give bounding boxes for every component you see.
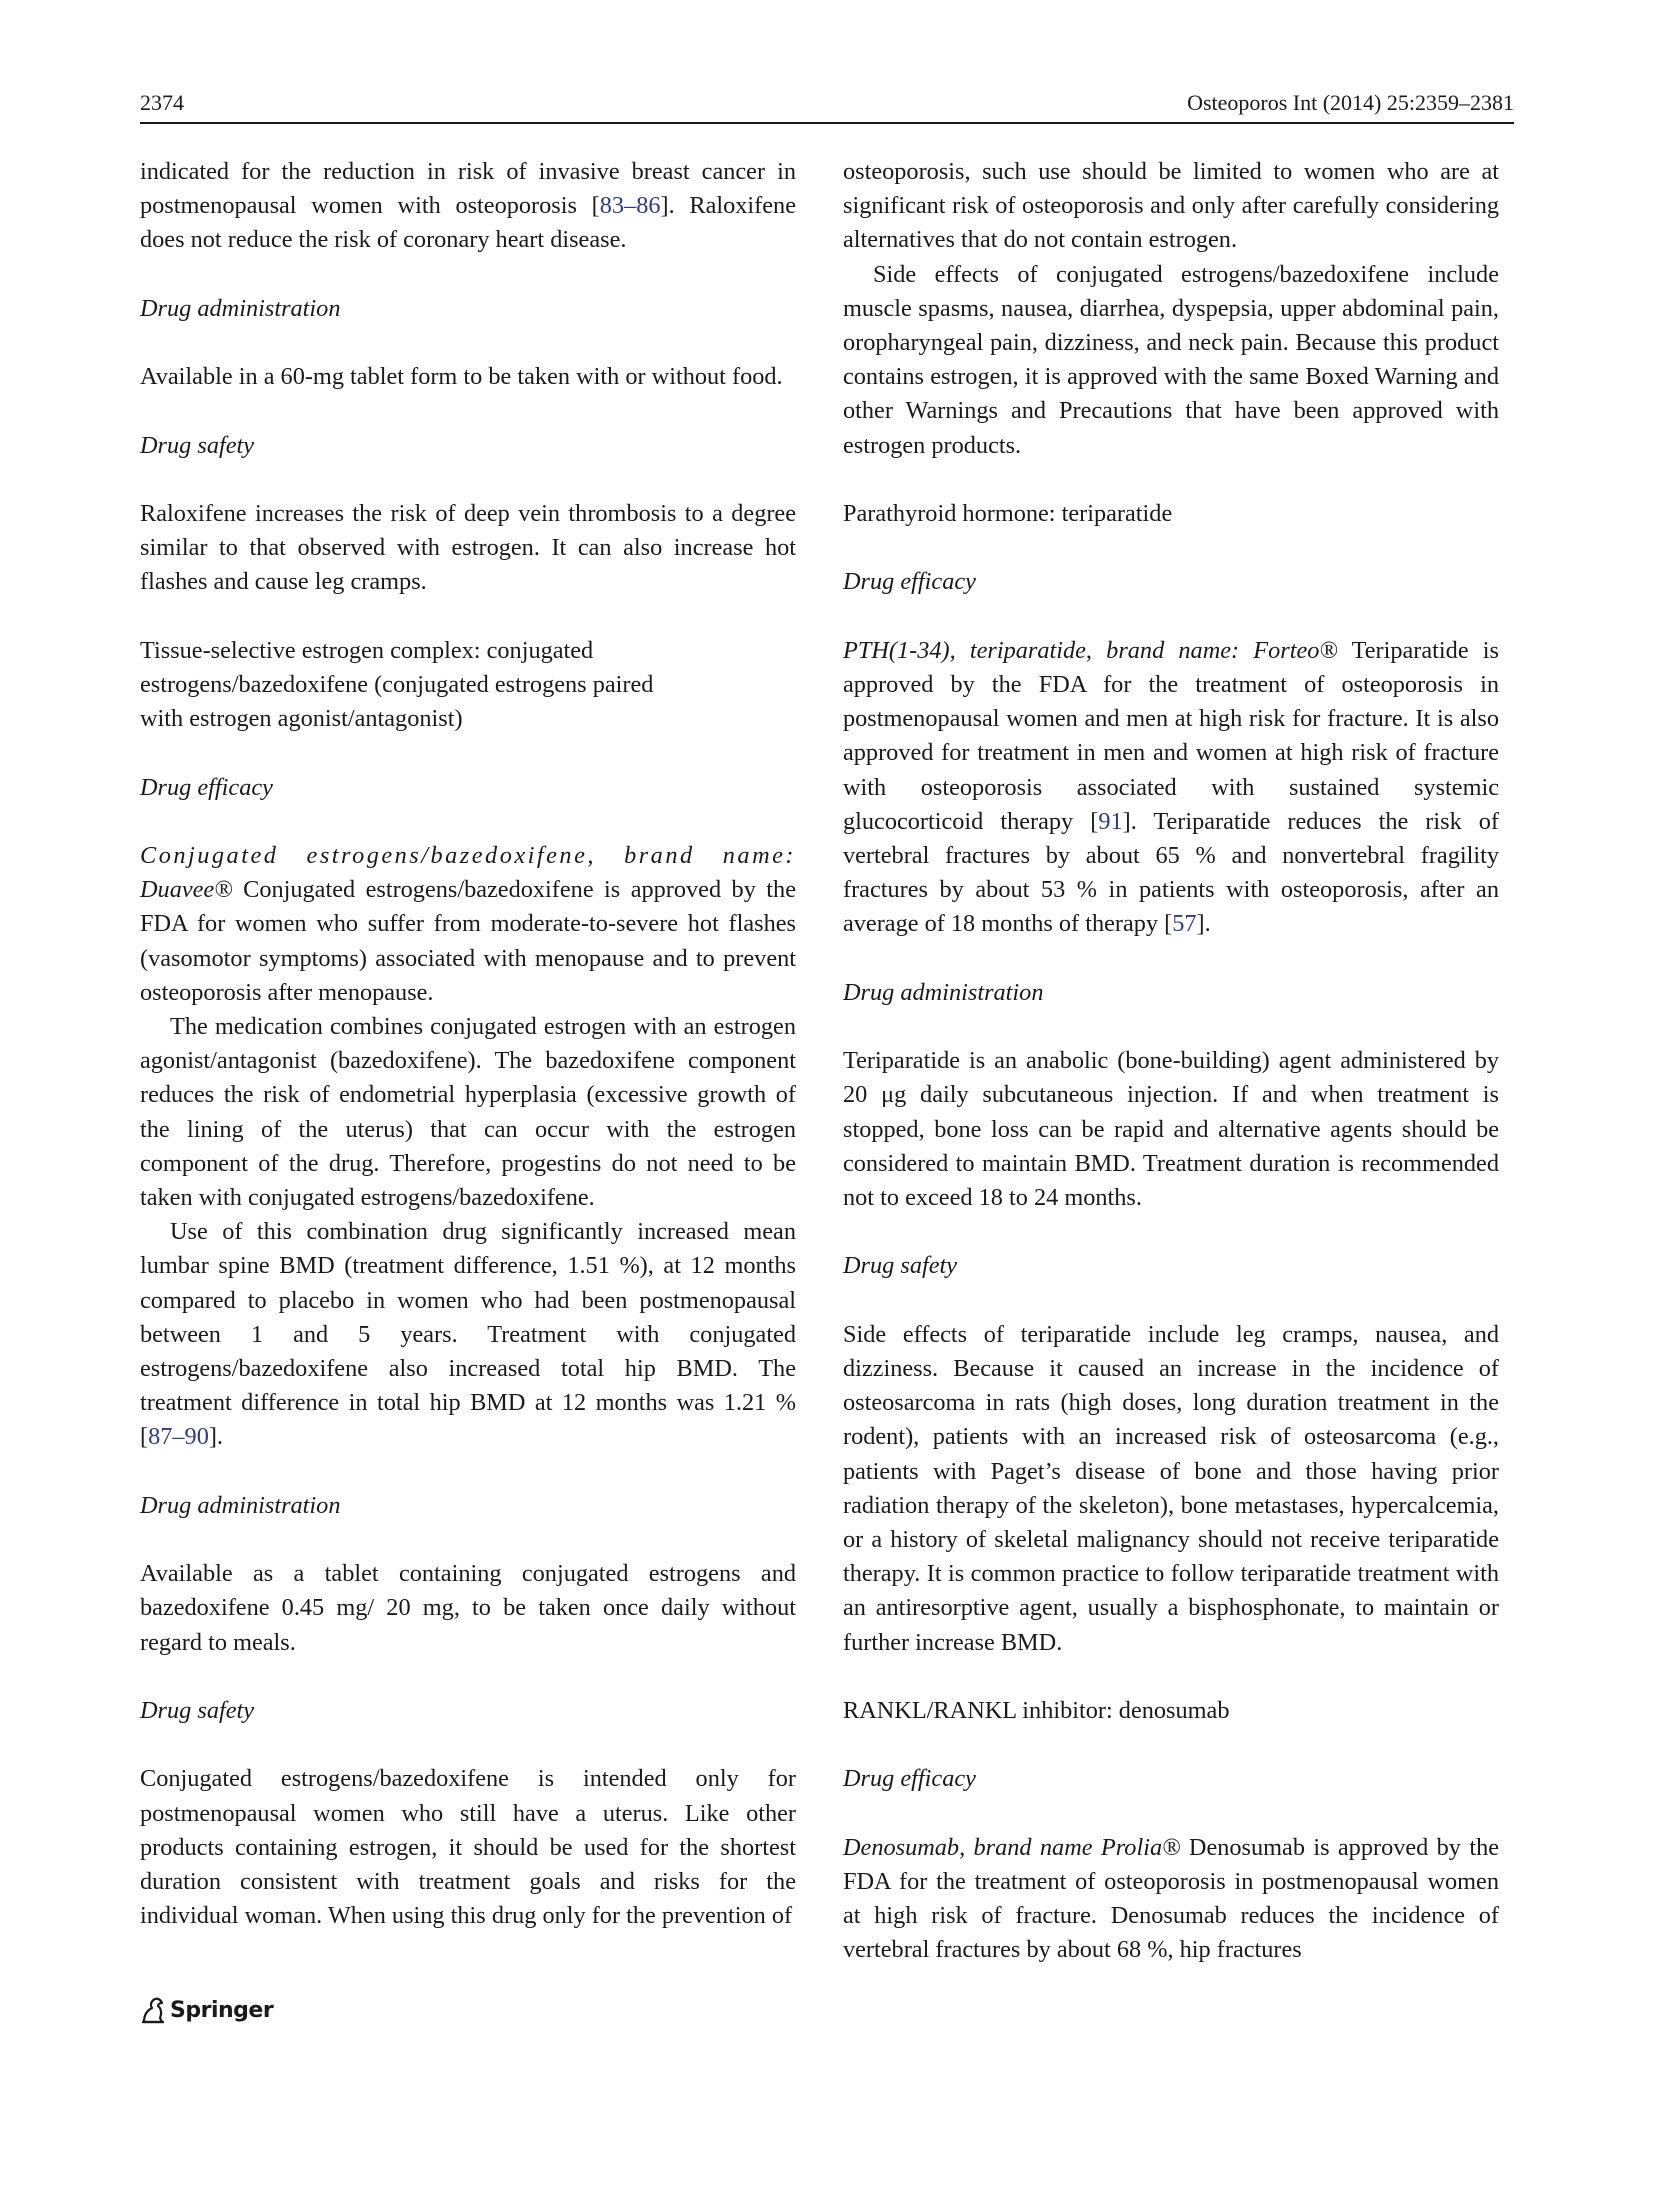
right-column: [843, 155, 1499, 1968]
paragraph: Conjugated estrogens/bazedoxifene, brand name: Duavee® Conjugated estrogens/bazedoxifene is approved by the FDA for women who suffer from moderate-to-severe hot flashes (vasomotor symptoms) associated with menopause and to prevent osteoporosis after menopause.: [140, 841, 796, 1006]
section-heading: Drug safety: [140, 1696, 255, 1724]
springer-horse-icon: [140, 1996, 166, 2024]
paragraph: osteoporosis, such use should be limited to women who are at significant risk of osteoporosis and only after carefully considering alternatives that do not contain estrogen.: [843, 158, 1499, 254]
page-number: 2374: [140, 90, 184, 115]
subsection-title: RANKL/RANKL inhibitor: denosumab: [843, 1697, 1230, 1725]
paragraph: The medication combines conjugated estrogen with an estrogen agonist/antagonist (bazedoxifene). The bazedoxifene component reduces the risk of endometrial hyperplasia (excessive growth of the lining of the uterus) that can occur with the estrogen component of the drug. Therefore, progestins do not need to be taken with conjugated estrogens/bazedoxifene.: [140, 1012, 796, 1211]
springer-logo: [140, 1996, 273, 2024]
journal-reference: Osteoporos Int (2014) 25:2359–2381: [1187, 90, 1514, 115]
publisher-name: Springer: [170, 1997, 274, 2023]
paragraph: Teriparatide is an anabolic (bone-building) agent administered by 20 μg daily subcutaneous injection. If and when treatment is stopped, bone loss can be rapid and alternative agents should be considered to maintain BMD. Treatment duration is recommended not to exceed 18 to 24 months.: [843, 1047, 1499, 1212]
left-column: [140, 155, 796, 1933]
paragraph: Side effects of teriparatide include leg cramps, nausea, and dizziness. Because it caused an increase in the incidence of osteosarcoma in rats (high doses, long duration treatment in the rodent), patients with an increased risk of osteosarcoma (e.g., patients with Paget’s disease of bone and those having prior radiation therapy of the skeleton), bone metastases, hypercalcemia, or a history of skeletal malignancy should not receive teriparatide therapy. It is common practice to follow teriparatide treatment with an antiresorptive agent, usually a bisphosphonate, to maintain or further increase BMD.: [843, 1320, 1499, 1656]
paper-page: [140, 0, 1514, 2197]
paragraph: Available as a tablet containing conjugated estrogens and bazedoxifene 0.45 mg/ 20 mg, to be taken once daily without regard to meals.: [140, 1560, 796, 1656]
citation-link[interactable]: 87–90: [148, 1423, 209, 1451]
section-heading: Drug efficacy: [843, 1765, 976, 1793]
citation-link[interactable]: 91: [1098, 807, 1123, 835]
section-heading: Drug administration: [140, 1491, 341, 1519]
publisher-footer: [140, 1996, 273, 2030]
paragraph: Use of this combination drug significantly increased mean lumbar spine BMD (treatment difference, 1.51 %), at 12 months compared to placebo in women who had been postmenopausal between 1 and 5 years. Treatment with conjugated estrogens/bazedoxifene also increased total hip BMD. The treatment difference in total hip BMD at 12 months was 1.21 % [87–90].: [140, 1218, 796, 1451]
paragraph: PTH(1-34), teriparatide, brand name: Forteo® Teriparatide is approved by the FDA for the treatment of osteoporosis in postmenopausal women and men at high risk for fracture. It is also approved for treatment in men and women at high risk of fracture with osteoporosis associated with sustained systemic glucocorticoid therapy [91]. Teriparatide reduces the risk of vertebral fractures by about 65 % and nonvertebral fragility fractures by about 53 % in patients with osteoporosis, after an average of 18 months of therapy [57].: [843, 636, 1499, 938]
section-heading: Drug administration: [843, 978, 1044, 1006]
section-heading: Drug safety: [140, 431, 255, 459]
section-heading: Drug safety: [843, 1252, 958, 1280]
section-heading: Drug administration: [140, 294, 341, 322]
citation-link[interactable]: 83–86: [599, 192, 661, 220]
running-header: [140, 90, 1514, 120]
paragraph: Raloxifene increases the risk of deep vein thrombosis to a degree similar to that observed with estrogen. It can also increase hot flashes and cause leg cramps.: [140, 499, 796, 596]
subsection-title: Parathyroid hormone: teriparatide: [843, 500, 1173, 528]
paragraph: Denosumab, brand name Prolia® Denosumab is approved by the FDA for the treatment of osteoporosis in postmenopausal women at high risk of fracture. Denosumab reduces the incidence of vertebral fractures by about 68 %, hip fractures: [843, 1833, 1499, 1964]
header-rule: [140, 122, 1514, 124]
section-heading: Drug efficacy: [843, 568, 976, 596]
paragraph: Side effects of conjugated estrogens/bazedoxifene include muscle spasms, nausea, diarrhea, dyspepsia, upper abdominal pain, oropharyngeal pain, dizziness, and neck pain. Because this product contains estrogen, it is approved with the same Boxed Warning and other Warnings and Precautions that have been approved with estrogen products.: [843, 260, 1499, 459]
paragraph: Available in a 60-mg tablet form to be taken with or without food.: [140, 363, 783, 391]
paragraph: Conjugated estrogens/bazedoxifene is intended only for postmenopausal women who still have a uterus. Like other products containing estrogen, it should be used for the shortest duration consistent with treatment goals and risks for the individual woman. When using this drug only for the prevention of: [140, 1765, 796, 1930]
section-heading: Drug efficacy: [140, 773, 273, 801]
citation-link[interactable]: 57: [1172, 910, 1197, 938]
paragraph: indicated for the reduction in risk of invasive breast cancer in postmenopausal women with osteoporosis [83–86]. Raloxifene does not reduce the risk of coronary heart disease.: [140, 158, 796, 254]
subsection-title: Tissue-selective estrogen complex: conjugated estrogens/bazedoxifene (conjugated estrogens paired with estrogen agonist/antagonist): [140, 636, 654, 733]
